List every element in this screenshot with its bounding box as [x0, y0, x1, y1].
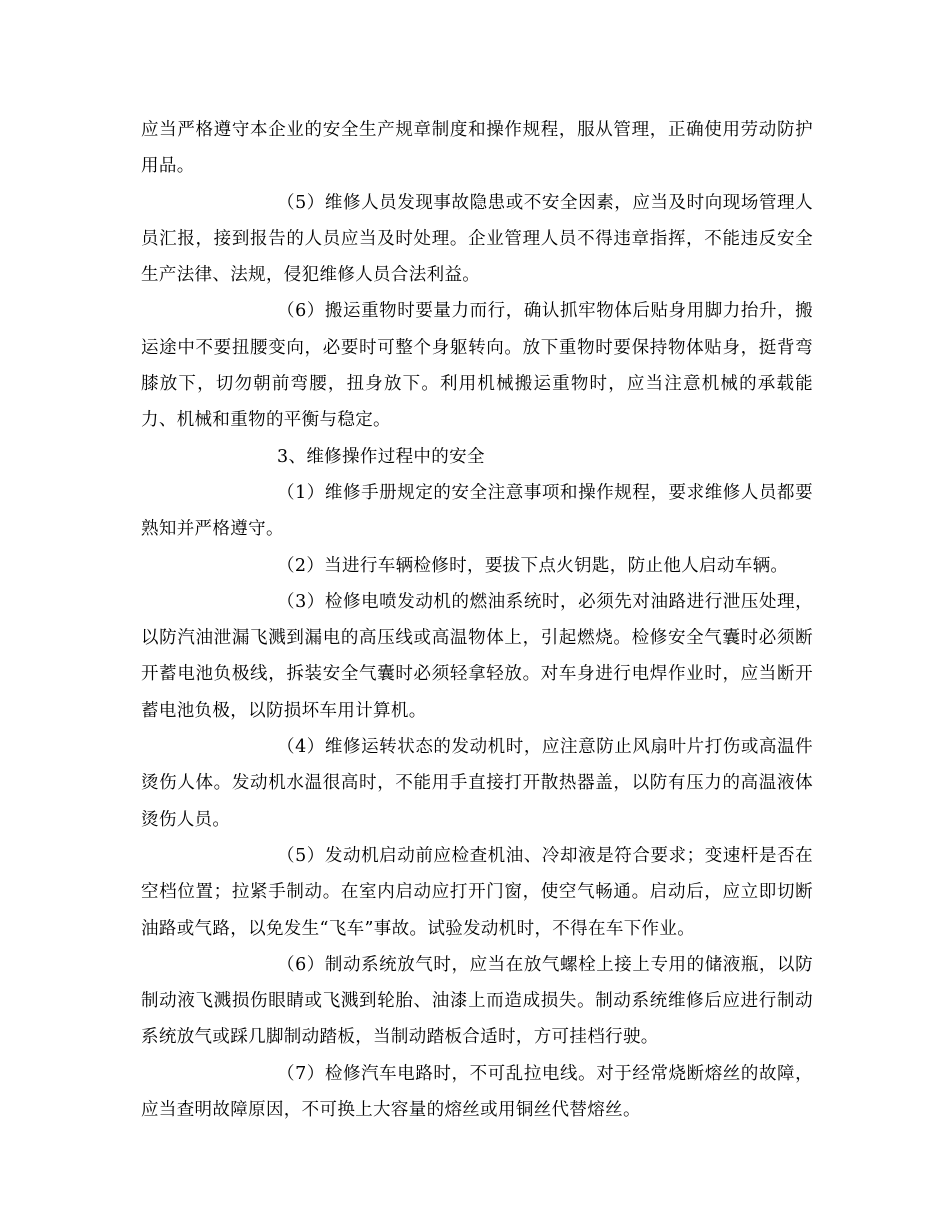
paragraph-item-7-electrical: （7）检修汽车电路时，不可乱拉电线。对于经常烧断熔丝的故障，应当查明故障原因，不可换上大容量的熔丝或用铜丝代替熔丝。	[141, 1063, 813, 1121]
document-body	[141, 112, 813, 1128]
section-heading-3: 3、维修操作过程中的安全	[277, 446, 485, 467]
paragraph-item-1-manual: （1）维修手册规定的安全注意事项和操作规程，要求维修人员都要熟知并严格遵守。	[141, 482, 813, 540]
paragraph-item-5-engine-start: （5）发动机启动前应检查机油、冷却液是符合要求；变速杆是否在空档位置；拉紧手制动。在室内启动应打开门窗，使空气畅通。启动后，应立即切断油路或气路，以免发生“飞车”事故。试验发动机时，不得在车下作业。	[141, 845, 813, 939]
paragraph-item-6-brake-bleeding: （6）制动系统放气时，应当在放气螺栓上接上专用的储液瓶，以防制动液飞溅损伤眼睛或飞溅到轮胎、油漆上而造成损失。制动系统维修后应进行制动系统放气或踩几脚制动踏板，当制动踏板合适时，方可挂档行驶。	[141, 954, 813, 1048]
paragraph-ppe-continuation: 应当严格遵守本企业的安全生产规章制度和操作规程，服从管理，正确使用劳动防护用品。	[141, 120, 813, 177]
paragraph-item-2-ignition-key: （2）当进行车辆检修时，要拔下点火钥匙，防止他人启动车辆。	[277, 555, 789, 576]
paragraph-item-5-hazard-report: （5）维修人员发现事故隐患或不安全因素，应当及时向现场管理人员汇报，接到报告的人员应当及时处理。企业管理人员不得违章指挥，不能违反安全生产法律、法规，侵犯维修人员合法利益。	[141, 192, 813, 286]
paragraph-item-6-heavy-lifting: （6）搬运重物时要量力而行，确认抓牢物体后贴身用脚力抬升，搬运途中不要扭腰变向，必要时可整个身躯转向。放下重物时要保持物体贴身，挺背弯膝放下，切勿朝前弯腰，扭身放下。利用机械搬运重物时，应当注意机械的承载能力、机械和重物的平衡与稳定。	[141, 301, 813, 431]
paragraph-item-4-running-engine: （4）维修运转状态的发动机时，应注意防止风扇叶片打伤或高温件烫伤人体。发动机水温很高时，不能用手直接打开散热器盖，以防有压力的高温液体烫伤人员。	[141, 737, 813, 830]
paragraph-item-3-fuel-system: （3）检修电喷发动机的燃油系统时，必须先对油路进行泄压处理，以防汽油泄漏飞溅到漏电的高压线或高温物体上，引起燃烧。检修安全气囊时必须断开蓄电池负极线，拆装安全气囊时必须轻拿轻放。对车身进行电焊作业时，应当断开蓄电池负极，以防损坏车用计算机。	[141, 591, 813, 721]
